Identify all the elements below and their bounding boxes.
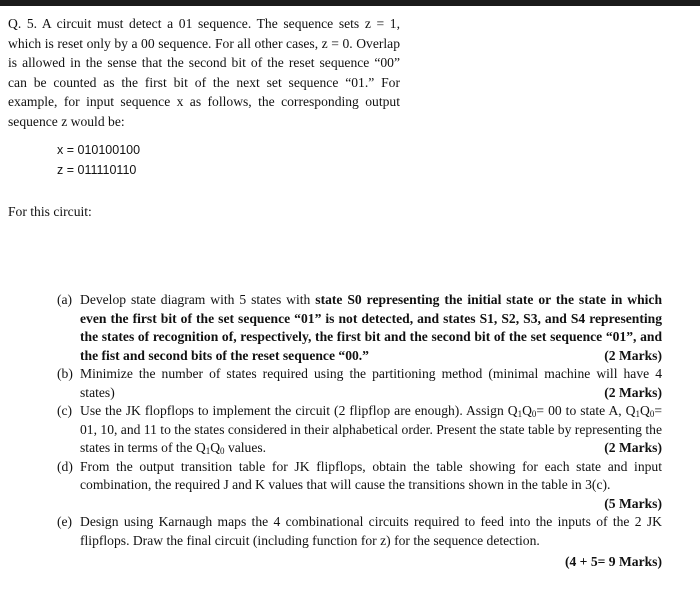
for-this-circuit: For this circuit: <box>8 204 92 219</box>
part-a <box>57 291 662 365</box>
part-e-text: Design using Karnaugh maps the 4 combinational circuits required to feed into the inputs of the 2 JK flipflops. Draw the final circuit (including function for z) for the sequence detection. (4 + 5= 9 Marks) <box>80 513 662 572</box>
part-b <box>57 365 662 402</box>
part-c-label: (c) <box>57 403 73 418</box>
question-parts <box>57 291 662 572</box>
part-d-text: From the output transition table for JK flipflops, obtain the table showing for each state and input combination, the required J and K values that will cause the transitions shown in the table in 3(c). (5 Marks) <box>80 458 662 514</box>
part-c-marks: (2 Marks) <box>604 440 662 455</box>
part-e <box>57 513 662 572</box>
part-a-label: (a) <box>57 292 73 307</box>
part-b-text: Minimize the number of states required using the partitioning method (minimal machine will have 4 states) (2 Marks) <box>80 365 662 402</box>
input-sequence-x: x = 010100100 <box>57 143 141 157</box>
top-border <box>0 0 700 6</box>
output-sequence-z: z = 011110110 <box>57 163 137 177</box>
example-sequences <box>57 140 140 180</box>
part-d-label: (d) <box>57 458 73 474</box>
part-d <box>57 458 662 514</box>
part-a-marks: (2 Marks) <box>604 347 662 363</box>
part-c <box>57 402 662 458</box>
part-c-text: Use the JK flopflops to implement the circuit (2 flipflop are enough). Assign $Q_1Q_0= 00$ to state A, $Q_1Q_0= 01$, 10, and 11 to the states considered in their alphabetical order. Present the state table by representing the states in terms of the $Q_1Q_0$ values. (2 Marks) <box>80 403 662 456</box>
part-b-marks: (2 Marks) <box>604 384 662 400</box>
part-d-marks: (5 Marks) <box>604 495 662 511</box>
part-e-marks: (4 + 5= 9 Marks) <box>564 554 662 569</box>
part-a-text: Develop state diagram with 5 states with state S0 representing the initial state or the state in which even the first bit of the set sequence “01” is not detected, and states S1, S2, S3, and S4 representing the states of recognition of, respectively, the first bit and the second bit of the set sequence “01”, and the fist and second bits of the reset sequence “00.” (2 Marks) <box>80 291 662 365</box>
part-b-label: (b) <box>57 366 73 381</box>
question-intro: Q. 5. A circuit must detect a 01 sequence. The sequence sets z = 1, which is reset only by a 00 sequence. For all other cases, z = 0. Overlap is allowed in the sense that the second bit of the reset sequence “00” can be counted as the first bit of the next set sequence “01.” For example, for input sequence x as follows, the corresponding output sequence z would be: <box>8 16 400 129</box>
part-e-label: (e) <box>57 514 73 529</box>
